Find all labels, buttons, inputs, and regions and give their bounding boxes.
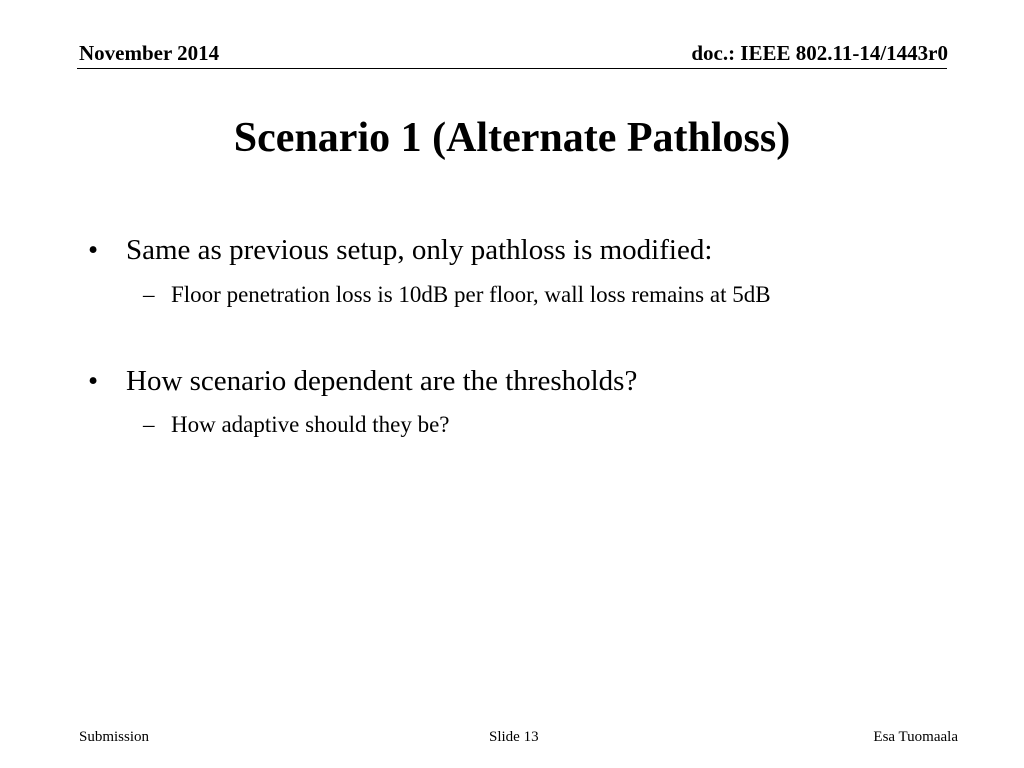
bullet-marker: • — [88, 234, 99, 266]
bullet-marker: • — [88, 365, 99, 397]
bullet-text: How scenario dependent are the thresholds? — [126, 365, 638, 397]
bullet-item — [88, 364, 637, 398]
header-date: November 2014 — [79, 41, 220, 65]
header-divider — [77, 68, 947, 69]
bullet-text: Same as previous setup, only pathloss is modified: — [126, 234, 713, 266]
sub-bullet-text: Floor penetration loss is 10dB per floor, wall loss remains at 5dB — [171, 282, 771, 307]
sub-bullet-marker: – — [143, 412, 155, 437]
header-doc-id: doc.: IEEE 802.11-14/1443r0 — [691, 41, 948, 65]
sub-bullet-item — [143, 281, 771, 309]
sub-bullet-marker: – — [143, 282, 155, 307]
sub-bullet-item — [143, 411, 449, 439]
bullet-item — [88, 233, 712, 267]
sub-bullet-text: How adaptive should they be? — [171, 412, 450, 437]
footer-slide-number: Slide 13 — [489, 729, 539, 745]
slide-title: Scenario 1 (Alternate Pathloss) — [233, 115, 791, 161]
footer-author: Esa Tuomaala — [873, 729, 958, 745]
footer-submission: Submission — [79, 729, 150, 745]
